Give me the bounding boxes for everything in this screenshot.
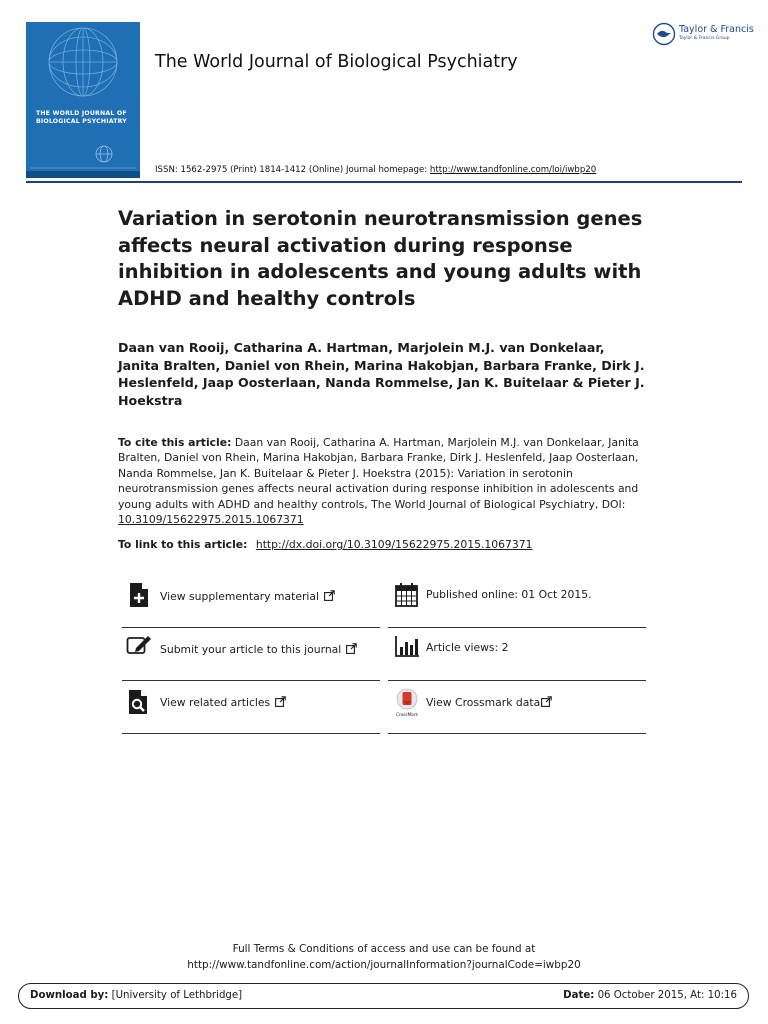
- action-divider: [388, 733, 646, 734]
- download-value: [University of Lethbridge]: [111, 990, 243, 1001]
- header-divider: [26, 181, 742, 183]
- citation-label: To cite this article:: [118, 436, 232, 449]
- bar-chart-icon: [394, 633, 420, 659]
- terms-notice: [0, 942, 768, 973]
- external-link-icon: [346, 643, 357, 654]
- taylor-francis-logo-icon: [652, 22, 676, 46]
- issn-text: ISSN: 1562-2975 (Print) 1814-1412 (Online) Journal homepage:: [155, 165, 428, 175]
- search-document-icon: [126, 689, 152, 715]
- article-views-info: [388, 628, 646, 680]
- submit-article-button[interactable]: [122, 628, 380, 680]
- publisher-group: Taylor & Francis Group: [679, 36, 730, 41]
- calendar-icon: [394, 582, 420, 608]
- supplementary-label: View supplementary material: [160, 590, 320, 603]
- issn-line: [155, 165, 596, 175]
- submit-label: Submit your article to this journal: [160, 643, 342, 656]
- view-related-articles-button[interactable]: [122, 681, 380, 733]
- cover-title-line: BIOLOGICAL PSYCHIATRY: [36, 118, 127, 125]
- article-link-line: [118, 538, 533, 551]
- download-label: Download by:: [30, 990, 109, 1001]
- article-title: Variation in serotonin neurotransmission genes affects neural activation during response inhibition in adolescents and young adults with ADHD and healthy controls: [118, 207, 643, 310]
- author-list: Daan van Rooij, Catharina A. Hartman, Marjolein M.J. van Donkelaar, Janita Bralten, Daniel von Rhein, Marina Hakobjan, Barbara Franke, Dirk J. Heslenfeld, Jaap Oosterlaan, Nanda Rommelse, Jan K. Buitelaar & Pieter J. Hoekstra: [118, 340, 645, 408]
- doi-link[interactable]: 10.3109/15622975.2015.1067371: [118, 513, 304, 527]
- terms-line: Full Terms & Conditions of access and use can be found at: [232, 943, 536, 955]
- globe-icon: [26, 22, 140, 178]
- published-online-info: [388, 574, 646, 626]
- crossmark-label: View Crossmark data: [426, 696, 541, 709]
- download-date: [563, 990, 737, 1001]
- view-crossmark-button[interactable]: [388, 681, 646, 733]
- crossmark-icon: [393, 687, 421, 717]
- download-info-bar: [18, 983, 749, 1009]
- publisher-logo[interactable]: [652, 22, 754, 48]
- citation-text: Daan van Rooij, Catharina A. Hartman, Marjolein M.J. van Donkelaar, Janita Bralten, Daniel von Rhein, Marina Hakobjan, Barbara Franke, Dirk J. Heslenfeld, Jaap Oosterlaan, Nanda Rommelse, Jan K. Buitelaar & Pieter J. Hoekstra (2015): Variation in serotonin neurotransmission genes affects neural activation during response inhibition in adolescents and young adults with ADHD and healthy controls, The World Journal of Biological Psychiatry, DOI:: [118, 436, 639, 511]
- crossmark-badge-text: CrossMark: [396, 712, 418, 717]
- related-label: View related articles: [160, 696, 271, 709]
- view-supplementary-button[interactable]: [122, 574, 380, 626]
- link-label: To link to this article:: [118, 538, 248, 551]
- external-link-icon: [324, 590, 335, 601]
- citation-block: [118, 435, 654, 527]
- download-by: [30, 990, 242, 1001]
- date-label: Date:: [563, 990, 595, 1001]
- action-divider: [122, 733, 380, 734]
- cover-title: [36, 110, 136, 126]
- journal-cover: [26, 22, 140, 178]
- external-link-icon: [275, 696, 286, 707]
- cover-footer-band: [26, 171, 140, 178]
- cover-title-line: THE WORLD JOURNAL OF: [36, 110, 127, 117]
- views-label: Article views: 2: [426, 641, 509, 654]
- date-value: 06 October 2015, At: 10:16: [597, 990, 737, 1001]
- external-link-icon: [541, 696, 552, 707]
- journal-title: The World Journal of Biological Psychiatry: [155, 52, 518, 72]
- journal-homepage-link[interactable]: http://www.tandfonline.com/loi/iwbp20: [429, 165, 597, 175]
- edit-icon: [126, 633, 152, 659]
- publisher-name: Taylor & Francis: [679, 24, 754, 35]
- article-doi-url[interactable]: http://dx.doi.org/10.3109/15622975.2015.1067371: [255, 538, 533, 551]
- published-label: Published online: 01 Oct 2015.: [426, 588, 592, 601]
- terms-url[interactable]: http://www.tandfonline.com/action/journalInformation?journalCode=iwbp20: [187, 958, 581, 971]
- file-plus-icon: [126, 582, 152, 608]
